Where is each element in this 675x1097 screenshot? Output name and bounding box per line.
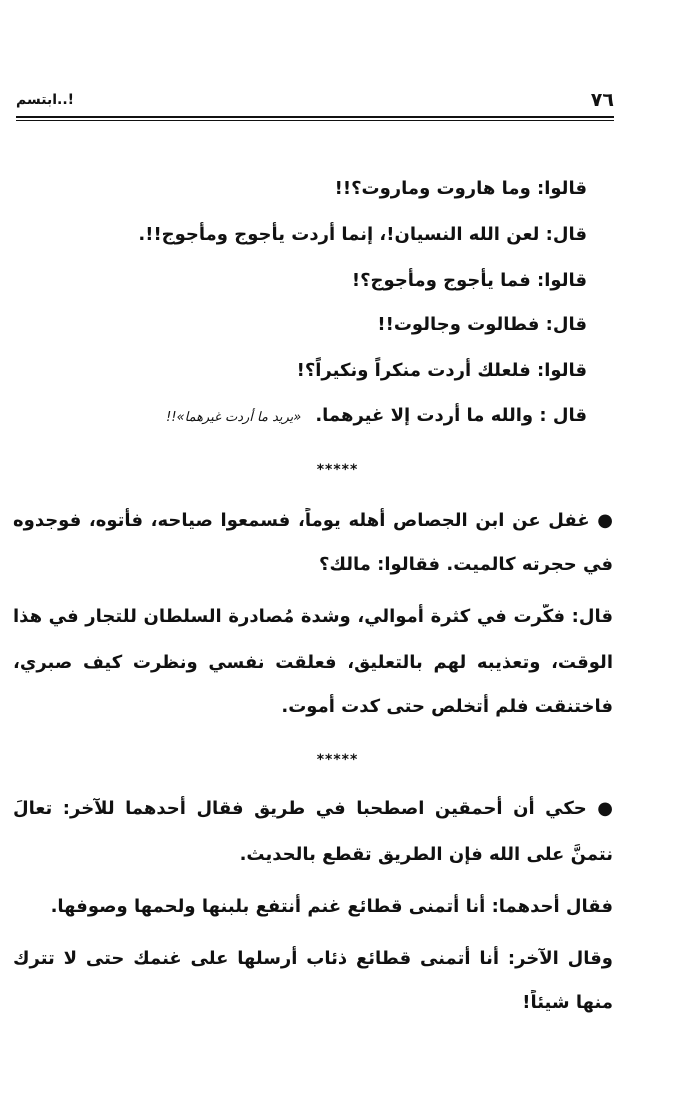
paragraph-line: الوقت، وتعذيبه لهم بالتعليق، فعلقت نفسي ونظرت كيف صبري، — [13, 652, 613, 673]
dialogue-line-text: قال : والله ما أردت إلا غيرهما. — [315, 405, 587, 426]
page-header — [16, 88, 614, 114]
paragraph-line: ● غفل عن ابن الجصاص أهله يوماً، فسمعوا صياحه، فأتوه، فوجدوه — [13, 510, 613, 531]
dialogue-line: قال: لعن الله النسيان!، إنما أردت يأجوج ومأجوج!!. — [138, 224, 587, 245]
paragraph-line: نتمنَّ على الله فإن الطريق تقطع بالحديث. — [239, 844, 613, 865]
running-title: ابتسم..! — [16, 92, 75, 108]
paragraph-line: فاختنقت فلم أتخلص حتى كدت أموت. — [281, 696, 613, 717]
paragraph-line: وقال الآخر: أنا أتمنى قطائع ذئاب أرسلها على غنمك حتى لا تترك — [13, 948, 613, 969]
paragraph-line: ● حكي أن أحمقين اصطحبا في طريق فقال أحدهما للآخر: تعالَ — [13, 798, 613, 819]
paragraph-line: فقال أحدهما: أنا أتمنى قطائع غنم أنتفع بلبنها ولحمها وصوفها. — [50, 896, 613, 917]
dialogue-line: قالوا: فما يأجوج ومأجوج؟! — [351, 270, 587, 291]
section-separator: ***** — [316, 752, 359, 768]
dialogue-line-final — [166, 403, 587, 431]
dialogue-line: قالوا: فلعلك أردت منكراً ونكيراً؟! — [296, 360, 587, 381]
page-number: ٧٦ — [590, 89, 614, 111]
paragraph-line: منها شيئاً! — [522, 992, 613, 1013]
dialogue-note: «يريد ما أردت غيرهما»!! — [166, 410, 302, 425]
header-rule — [16, 116, 614, 121]
dialogue-line: قالوا: وما هاروت وماروت؟!! — [334, 178, 587, 199]
dialogue-line: قال: فطالوت وجالوت!! — [377, 314, 587, 335]
paragraph-line: قال: فكَّرت في كثرة أموالي، وشدة مُصادرة السلطان للتجار في هذا — [13, 606, 613, 627]
paragraph-line: في حجرته كالميت. فقالوا: مالك؟ — [319, 554, 613, 575]
section-separator: ***** — [316, 462, 359, 478]
